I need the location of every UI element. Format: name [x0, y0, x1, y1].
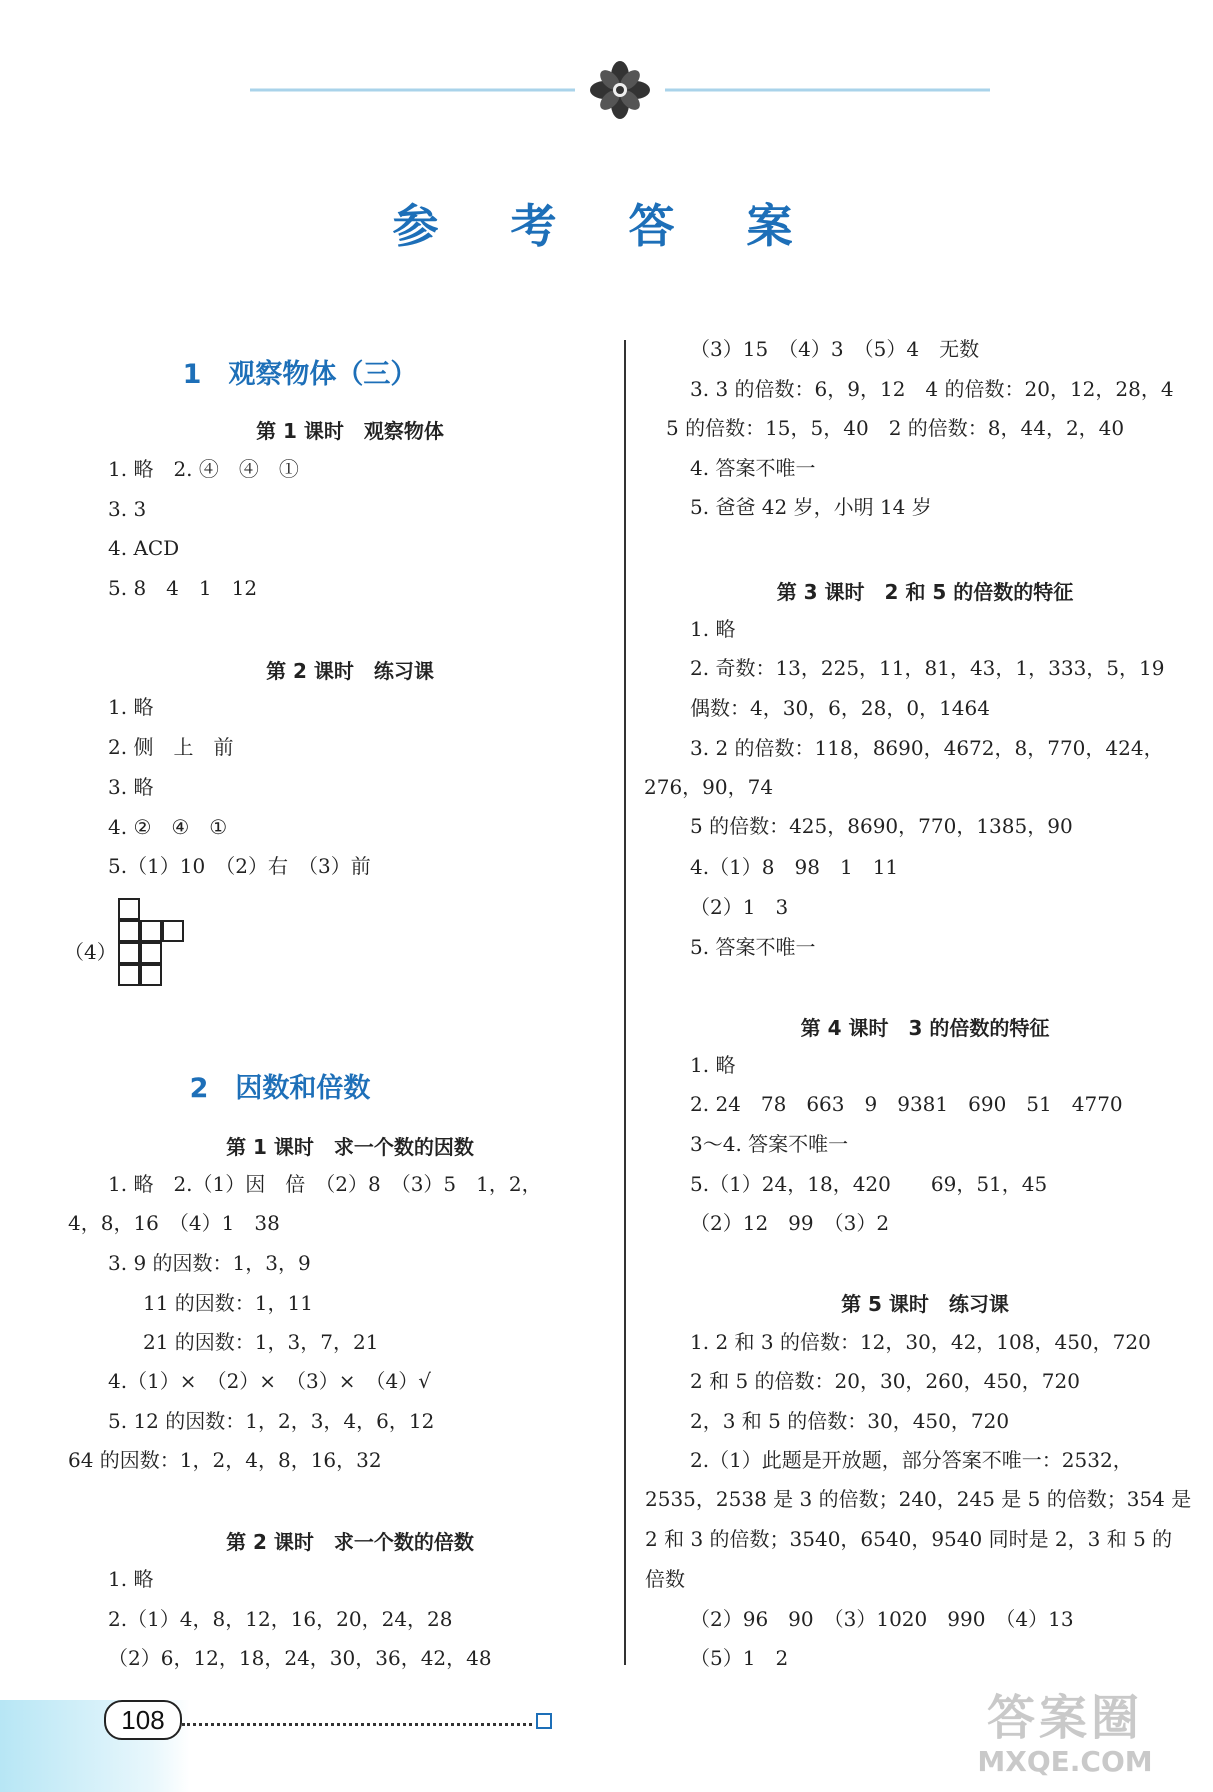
- answer-line: 5.（1）24，18，420 69，51，45: [690, 1172, 1048, 1196]
- lesson-heading: 第 1 课时 求一个数的因数: [226, 1135, 474, 1159]
- answer-line: 2. 侧 上 前: [108, 735, 234, 759]
- answer-line: 4.（1）× （2）× （3）× （4）√: [108, 1369, 431, 1393]
- answer-line: 2.（1）此题是开放题，部分答案不唯一：2532，: [690, 1448, 1133, 1472]
- answer-line: 21 的因数：1，3，7，21: [143, 1330, 379, 1354]
- footer-square-icon: [536, 1713, 552, 1729]
- answer-line: 5.（1）10 （2）右 （3）前: [108, 854, 371, 878]
- answer-line: 3. 3: [108, 497, 147, 521]
- lesson-heading: 第 4 课时 3 的倍数的特征: [800, 1016, 1050, 1040]
- answer-line: 276，90，74: [644, 775, 774, 799]
- answer-line: 1. 略: [690, 617, 736, 641]
- answer-line: 5. 8 4 1 12: [108, 576, 258, 600]
- answer-line: 4.（1）8 98 1 11: [690, 855, 899, 879]
- answer-line: 2 和 3 的倍数；3540，6540，9540 同时是 2，3 和 5 的: [645, 1527, 1173, 1551]
- answer-line: 4. ② ④ ①: [108, 815, 228, 839]
- answer-line: 2. 24 78 663 9 9381 690 51 4770: [690, 1092, 1123, 1116]
- left-column: [60, 0, 620, 1792]
- answer-line: 1. 2 和 3 的倍数：12，30，42，108，450，720: [690, 1330, 1151, 1354]
- answer-line: 4. ACD: [108, 536, 180, 560]
- answer-line: 1. 略: [108, 1567, 154, 1591]
- answer-line: 2 和 5 的倍数：20，30，260，450，720: [690, 1369, 1080, 1393]
- block-view-figure: [118, 898, 238, 1008]
- answer-line: 3～4. 答案不唯一: [690, 1132, 849, 1156]
- figure-label: （4）: [64, 940, 117, 964]
- lesson-heading: 第 2 课时 求一个数的倍数: [226, 1530, 474, 1554]
- page-number: 108: [121, 1705, 165, 1735]
- column-divider: [624, 340, 626, 1665]
- answer-line: 2. 奇数：13，225，11，81，43，1，333，5，19: [690, 656, 1165, 680]
- answer-line: 3. 略: [108, 775, 154, 799]
- answer-line: 偶数：4，30，6，28，0，1464: [690, 696, 990, 720]
- right-column: [640, 0, 1210, 1792]
- answer-line: （2）6，12，18，24，30，36，42，48: [108, 1646, 492, 1670]
- answer-line: 2535，2538 是 3 的倍数；240，245 是 5 的倍数；354 是: [645, 1487, 1192, 1511]
- lesson-heading: 第 2 课时 练习课: [266, 659, 434, 683]
- answer-line: 3. 3 的倍数：6，9，12 4 的倍数：20，12，28，4: [690, 377, 1174, 401]
- answer-line: 3. 2 的倍数：118，8690，4672，8，770，424，: [690, 736, 1164, 760]
- answer-line: 64 的因数：1，2，4，8，16，32: [68, 1448, 382, 1472]
- watermark: [920, 1690, 1210, 1790]
- answer-line: 倍数: [645, 1567, 685, 1591]
- answer-line: 1. 略: [108, 695, 154, 719]
- answer-line: 11 的因数：1，11: [143, 1291, 313, 1315]
- section-title-factors: 2 因数和倍数: [189, 1073, 371, 1104]
- answer-line: （2）12 99 （3）2: [690, 1211, 890, 1235]
- section-title-observe: 1 观察物体（三）: [182, 359, 418, 390]
- lesson-heading: 第 3 课时 2 和 5 的倍数的特征: [776, 580, 1074, 604]
- lesson-heading: 第 1 课时 观察物体: [256, 419, 444, 443]
- answer-line: 2.（1）4，8，12，16，20，24，28: [108, 1607, 453, 1631]
- answer-line: 1. 略: [690, 1053, 736, 1077]
- watermark-bottom: MXQE.COM: [977, 1745, 1153, 1778]
- answer-line: （5）1 2: [690, 1646, 789, 1670]
- answer-line: 2，3 和 5 的倍数：30，450，720: [690, 1409, 1010, 1433]
- answer-line: 5 的倍数：425，8690，770，1385，90: [690, 814, 1073, 838]
- answer-line: （2）1 3: [690, 895, 789, 919]
- watermark-top: 答案圈: [986, 1690, 1143, 1746]
- answer-line: 1. 略 2.（1）因 倍 （2）8 （3）5 1，2，: [108, 1172, 542, 1196]
- answer-line: 5. 爸爸 42 岁，小明 14 岁: [690, 495, 932, 519]
- answer-line: 5 的倍数：15，5，40 2 的倍数：8，44，2，40: [666, 416, 1125, 440]
- page-number-badge: [104, 1700, 182, 1740]
- answer-line: 5. 12 的因数：1，2，3，4，6，12: [108, 1409, 435, 1433]
- answer-line: （2）96 90 （3）1020 990 （4）13: [690, 1607, 1074, 1631]
- answer-line: 4，8，16 （4）1 38: [68, 1211, 280, 1235]
- lesson-heading: 第 5 课时 练习课: [841, 1292, 1009, 1316]
- page-title: 参 考 答 案: [392, 199, 821, 253]
- answer-line: （3）15 （4）3 （5）4 无数: [690, 337, 980, 361]
- answer-line: 1. 略 2. ④ ④ ①: [108, 457, 299, 481]
- answer-line: 5. 答案不唯一: [690, 935, 816, 959]
- answer-line: 3. 9 的因数：1，3，9: [108, 1251, 311, 1275]
- answer-line: 4. 答案不唯一: [690, 456, 816, 480]
- footer-dotted-line: [182, 1723, 532, 1726]
